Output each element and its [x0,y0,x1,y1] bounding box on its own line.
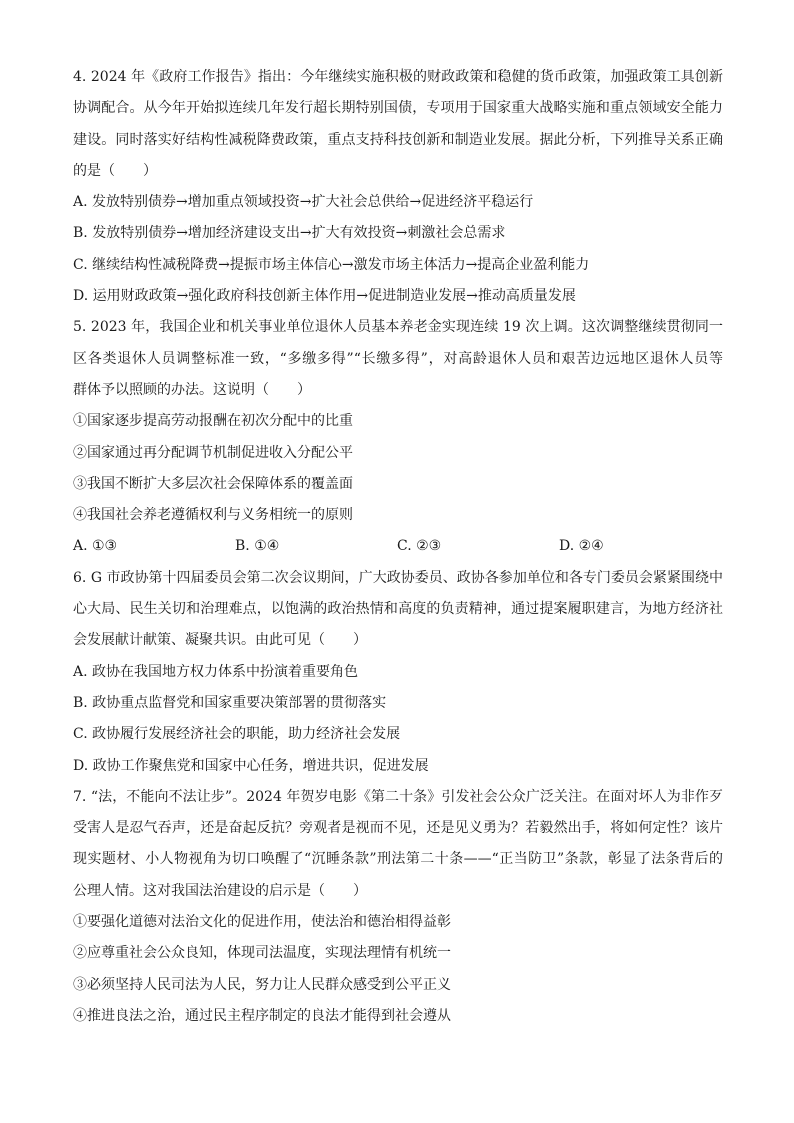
question-stem-line: 6. G 市政协第十四届委员会第二次会议期间，广大政协委员、政协各参加单位和各专门委员会紧紧围绕中 [73,569,723,586]
question-stem-line: 群体予以照顾的办法。这说明（ ） [73,381,311,398]
statement-4: ④我国社会养老遵循权利与义务相统一的原则 [73,507,353,524]
question-stem-line: 5. 2023 年，我国企业和机关事业单位退休人员基本养老金实现连续 19 次上调。这次调整继续贯彻同一 [73,319,723,336]
question-stem-line: 会发展献计献策、凝聚共识。由此可见（ ） [73,632,367,649]
statement-2: ②国家通过再分配调节机制促进收入分配公平 [73,444,353,461]
choice-c: C. ②③ [397,538,442,555]
option-b: B. 政协重点监督党和国家重要决策部署的贯彻落实 [73,694,387,711]
statement-2: ②应尊重社会公众良知，体现司法温度，实现法理情有机统一 [73,945,451,962]
option-a: A. 发放特别债券→增加重点领域投资→扩大社会总供给→促进经济平稳运行 [73,194,534,211]
question-stem-line: 协调配合。从今年开始拟连续几年发行超长期特别国债，专项用于国家重大战略实施和重点领域安全能力 [73,100,723,117]
question-stem-line: 公理人情。这对我国法治建设的启示是（ ） [73,882,367,899]
question-stem-line: 建设。同时落实好结构性减税降费政策，重点支持科技创新和制造业发展。据此分析，下列推导关系正确 [73,131,723,148]
option-c: C. 继续结构性减税降费→提振市场主体信心→激发市场主体活力→提高企业盈利能力 [73,256,590,273]
question-stem-line: 受害人是忍气吞声，还是奋起反抗？旁观者是视而不见，还是见义勇为？若毅然出手，将如何定性？该片 [73,820,723,837]
choice-a: A. ①③ [73,538,118,555]
statement-3: ③必须坚持人民司法为人民，努力让人民群众感受到公平正义 [73,976,451,993]
option-b: B. 发放特别债券→增加经济建设支出→扩大有效投资→刺激社会总需求 [73,225,506,242]
question-4 [73,62,723,312]
question-stem-line: 心大局、民生关切和治理难点，以饱满的政治热情和高度的负责精神，通过提案履职建言，为地方经济社 [73,601,723,618]
statement-1: ①国家逐步提高劳动报酬在初次分配中的比重 [73,413,353,430]
statement-1: ①要强化道德对法治文化的促进作用，使法治和德治相得益彰 [73,914,451,931]
option-c: C. 政协履行发展经济社会的职能，助力经济社会发展 [73,726,401,743]
option-a: A. 政协在我国地方权力体系中扮演着重要角色 [73,663,359,680]
question-stem-line: 4. 2024 年《政府工作报告》指出：今年继续实施积极的财政政策和稳健的货币政策，加强政策工具创新 [73,69,723,85]
document-page [73,62,723,1032]
question-stem-line: 7. “法，不能向不法让步”。2024 年贺岁电影《第二十条》引发社会公众广泛关注。在面对坏人为非作歹 [73,788,723,805]
question-stem-line: 的是（ ） [73,162,157,179]
choice-row [73,531,723,562]
choice-b: B. ①④ [235,538,280,555]
choice-d: D. ②④ [559,538,604,555]
question-stem-line: 现实题材、小人物视角为切口唤醒了“沉睡条款”刑法第二十条——“正当防卫”条款，彰显了法条背后的 [73,851,723,868]
question-7 [73,782,723,1032]
statement-3: ③我国不断扩大多层次社会保障体系的覆盖面 [73,475,353,492]
option-d: D. 政协工作聚焦党和国家中心任务，增进共识，促进发展 [73,757,429,774]
question-6 [73,563,723,782]
question-5 [73,312,723,562]
option-d: D. 运用财政政策→强化政府科技创新主体作用→促进制造业发展→推动高质量发展 [73,288,576,305]
statement-4: ④推进良法之治，通过民主程序制定的良法才能得到社会遵从 [73,1007,451,1024]
question-stem-line: 区各类退休人员调整标准一致，“多缴多得”“长缴多得”，对高龄退休人员和艰苦边远地区退休人员等 [73,350,723,367]
